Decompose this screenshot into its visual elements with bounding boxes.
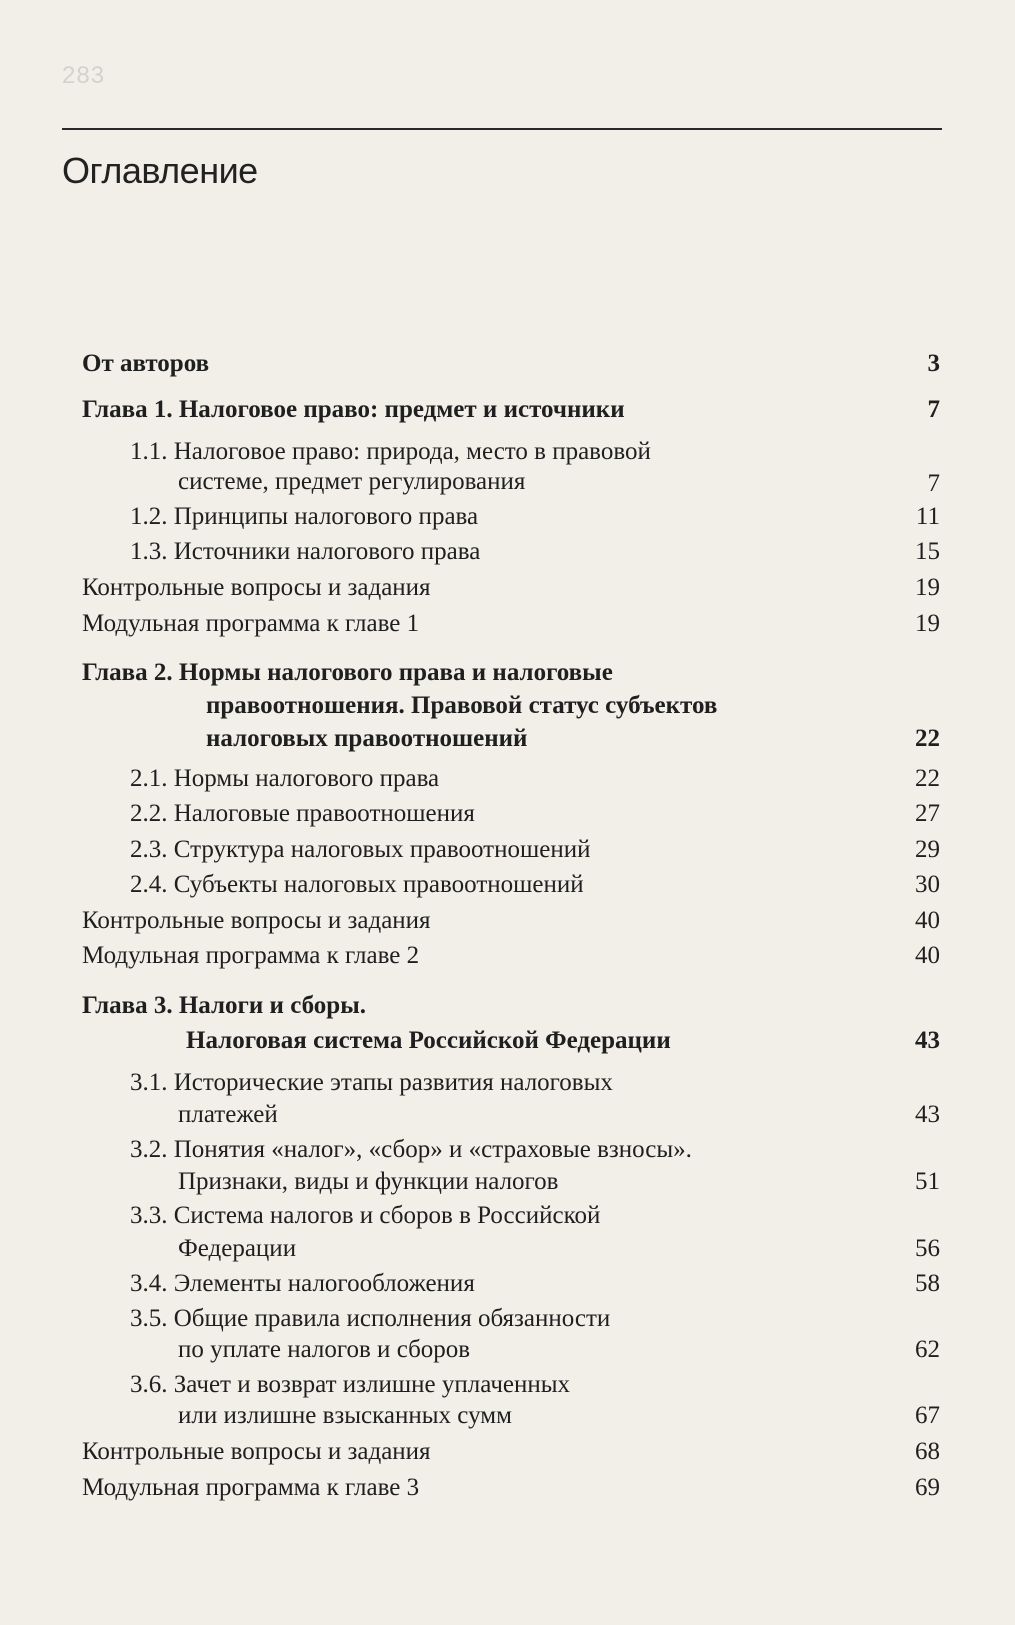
toc-entry-label: 2.2. Налоговые правоотношения <box>130 800 475 827</box>
toc-entry-page: 22 <box>915 765 940 792</box>
toc-entry-page: 19 <box>915 610 940 637</box>
toc-entry-label-cont: по уплате налогов и сборов <box>178 1336 471 1363</box>
toc-entry-page: 56 <box>915 1235 940 1262</box>
toc-entry-label-cont: системе, предмет регулирования <box>178 468 526 495</box>
toc-entry-label: 1.3. Источники налогового права <box>130 538 481 565</box>
toc-entry-label: Модульная программа к главе 2 <box>82 942 420 969</box>
toc-entry-label-cont: платежей <box>178 1101 278 1128</box>
toc-entry-page: 69 <box>915 1474 940 1501</box>
toc-entry-label: От авторов <box>82 350 210 377</box>
toc-entry-label: Глава 1. Налоговое право: предмет и источники <box>82 396 625 423</box>
toc-entry-label: 1.1. Налоговое право: природа, место в правовой <box>130 438 651 465</box>
toc-entry-label: 2.1. Нормы налогового права <box>130 765 440 792</box>
toc-entry-label: Глава 2. Нормы налогового права и налоговые <box>82 659 613 686</box>
page-title: Оглавление <box>62 150 258 191</box>
toc-entry-page: 30 <box>915 871 940 898</box>
page-number: 283 <box>62 62 106 89</box>
toc-entry-page: 15 <box>915 538 940 565</box>
toc-entry-label: 3.6. Зачет и возврат излишне уплаченных <box>130 1371 571 1398</box>
toc-entry-label-cont: правоотношения. Правовой статус субъектов <box>206 692 718 719</box>
toc-entry-label: Модульная программа к главе 1 <box>82 610 420 637</box>
toc-entry-label-cont: налоговых правоотношений <box>206 725 528 752</box>
toc-entry-page: 67 <box>915 1402 940 1429</box>
toc-entry-label-cont: Налоговая система Российской Федерации <box>186 1027 671 1054</box>
toc-entry-page: 29 <box>915 836 940 863</box>
toc-entry-page: 68 <box>915 1438 940 1465</box>
toc-entry-page: 40 <box>915 942 940 969</box>
toc-entry-page: 40 <box>915 907 940 934</box>
toc-entry-label: 3.5. Общие правила исполнения обязанности <box>130 1305 611 1332</box>
toc-entry-page: 51 <box>915 1168 940 1195</box>
toc-entry-page: 62 <box>915 1336 940 1363</box>
toc-entry-page: 43 <box>915 1101 940 1128</box>
toc-entry-page: 11 <box>915 503 940 530</box>
toc-entry-label-cont: или излишне взысканных сумм <box>178 1402 512 1429</box>
toc-entry-page: 3 <box>927 350 940 377</box>
toc-entry-label: Глава 3. Налоги и сборы. <box>82 992 366 1019</box>
toc-entry-label-cont: Федерации <box>178 1235 297 1262</box>
toc-entry-label: 1.2. Принципы налогового права <box>130 503 479 530</box>
toc-entry-page: 58 <box>915 1270 940 1297</box>
toc-entry-label: 3.3. Система налогов и сборов в Российской <box>130 1202 601 1229</box>
toc-entry-page: 19 <box>915 574 940 601</box>
toc-entry-label: 2.4. Субъекты налоговых правоотношений <box>130 871 584 898</box>
toc-entry-label: Контрольные вопросы и задания <box>82 1438 431 1465</box>
toc-entry-page: 7 <box>927 470 940 497</box>
toc-entry-label: Контрольные вопросы и задания <box>82 907 431 934</box>
toc-entry-label-cont: Признаки, виды и функции налогов <box>178 1168 559 1195</box>
toc-entry-page: 7 <box>927 396 940 423</box>
toc-entry-label: Модульная программа к главе 3 <box>82 1474 420 1501</box>
toc-entry-label: 3.2. Понятия «налог», «сбор» и «страховые взносы». <box>130 1136 692 1163</box>
toc-entry-page: 27 <box>915 800 940 827</box>
toc-entry-page: 43 <box>915 1027 940 1054</box>
toc-entry-label: 3.4. Элементы налогообложения <box>130 1270 475 1297</box>
toc-entry-label: 3.1. Исторические этапы развития налоговых <box>130 1069 613 1096</box>
toc-entry-label: Контрольные вопросы и задания <box>82 574 431 601</box>
toc-entry-page: 22 <box>915 725 940 752</box>
toc-entry-label: 2.3. Структура налоговых правоотношений <box>130 836 591 863</box>
